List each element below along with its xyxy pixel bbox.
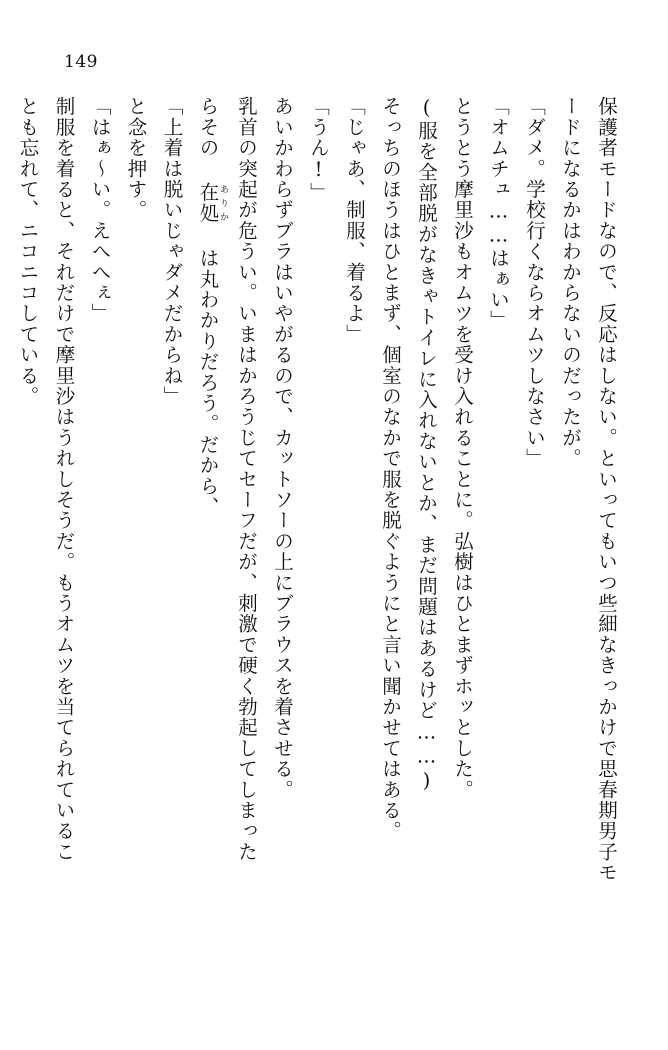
ruby-reading: ありか xyxy=(218,182,228,224)
text-line: 「オムチュ……はぁい」 xyxy=(487,96,510,331)
text-line: 「ダメ。学校行くならオムツしなさい」 xyxy=(523,96,546,469)
text-line: とも忘れて、ニコニコしている。 xyxy=(16,96,40,407)
ruby-base: 在処ありか xyxy=(196,182,228,224)
text-line: ードになるかはわからないのだったが。 xyxy=(559,96,582,469)
text-line: あいかわらずブラはいやがるので、カットソーの上にブラウスを着させる。 xyxy=(271,96,294,800)
text-line: (服を全部脱がなきゃトイレに入れないとか、まだ問題はあるけど……) xyxy=(415,96,438,794)
text-line-prefix: らその xyxy=(196,96,220,159)
text-line-with-ruby xyxy=(190,96,229,1010)
text-line: 「はぁ～い。えへへぇ」 xyxy=(88,96,112,324)
text-line: 保護者モードなので、反応はしない。といってもいつ些細なきっかけで思春期男子モ xyxy=(595,96,618,883)
text-line: 乳首の突起が危うい。いまはかろうじてセーフだが、刺激で硬く勃起してしまった xyxy=(235,96,258,862)
ruby-annotated-text xyxy=(196,182,228,248)
text-line-remainder: は丸わかりだろう。だから、 xyxy=(196,247,220,518)
text-line: と念を押す。 xyxy=(124,96,148,221)
text-line: 「うん!」 xyxy=(307,96,330,203)
text-line: とうとう摩里沙もオムツを受け入れることに。弘樹はひとまずホッとした。 xyxy=(451,96,474,800)
text-line: 「じゃあ、制服、着るよ」 xyxy=(343,96,366,345)
vertical-text-body xyxy=(16,96,624,1010)
text-line: 制服を着ると、それだけで摩里沙はうれしそうだ。もうオムツを当てられているこ xyxy=(52,96,76,862)
page-number: 149 xyxy=(64,52,98,72)
text-line: そっちのほうはひとまず、個室のなかで服を脱ぐようにと言い聞かせてはある。 xyxy=(379,96,402,842)
text-line: 「上着は脱いじゃダメだからね」 xyxy=(160,96,184,407)
